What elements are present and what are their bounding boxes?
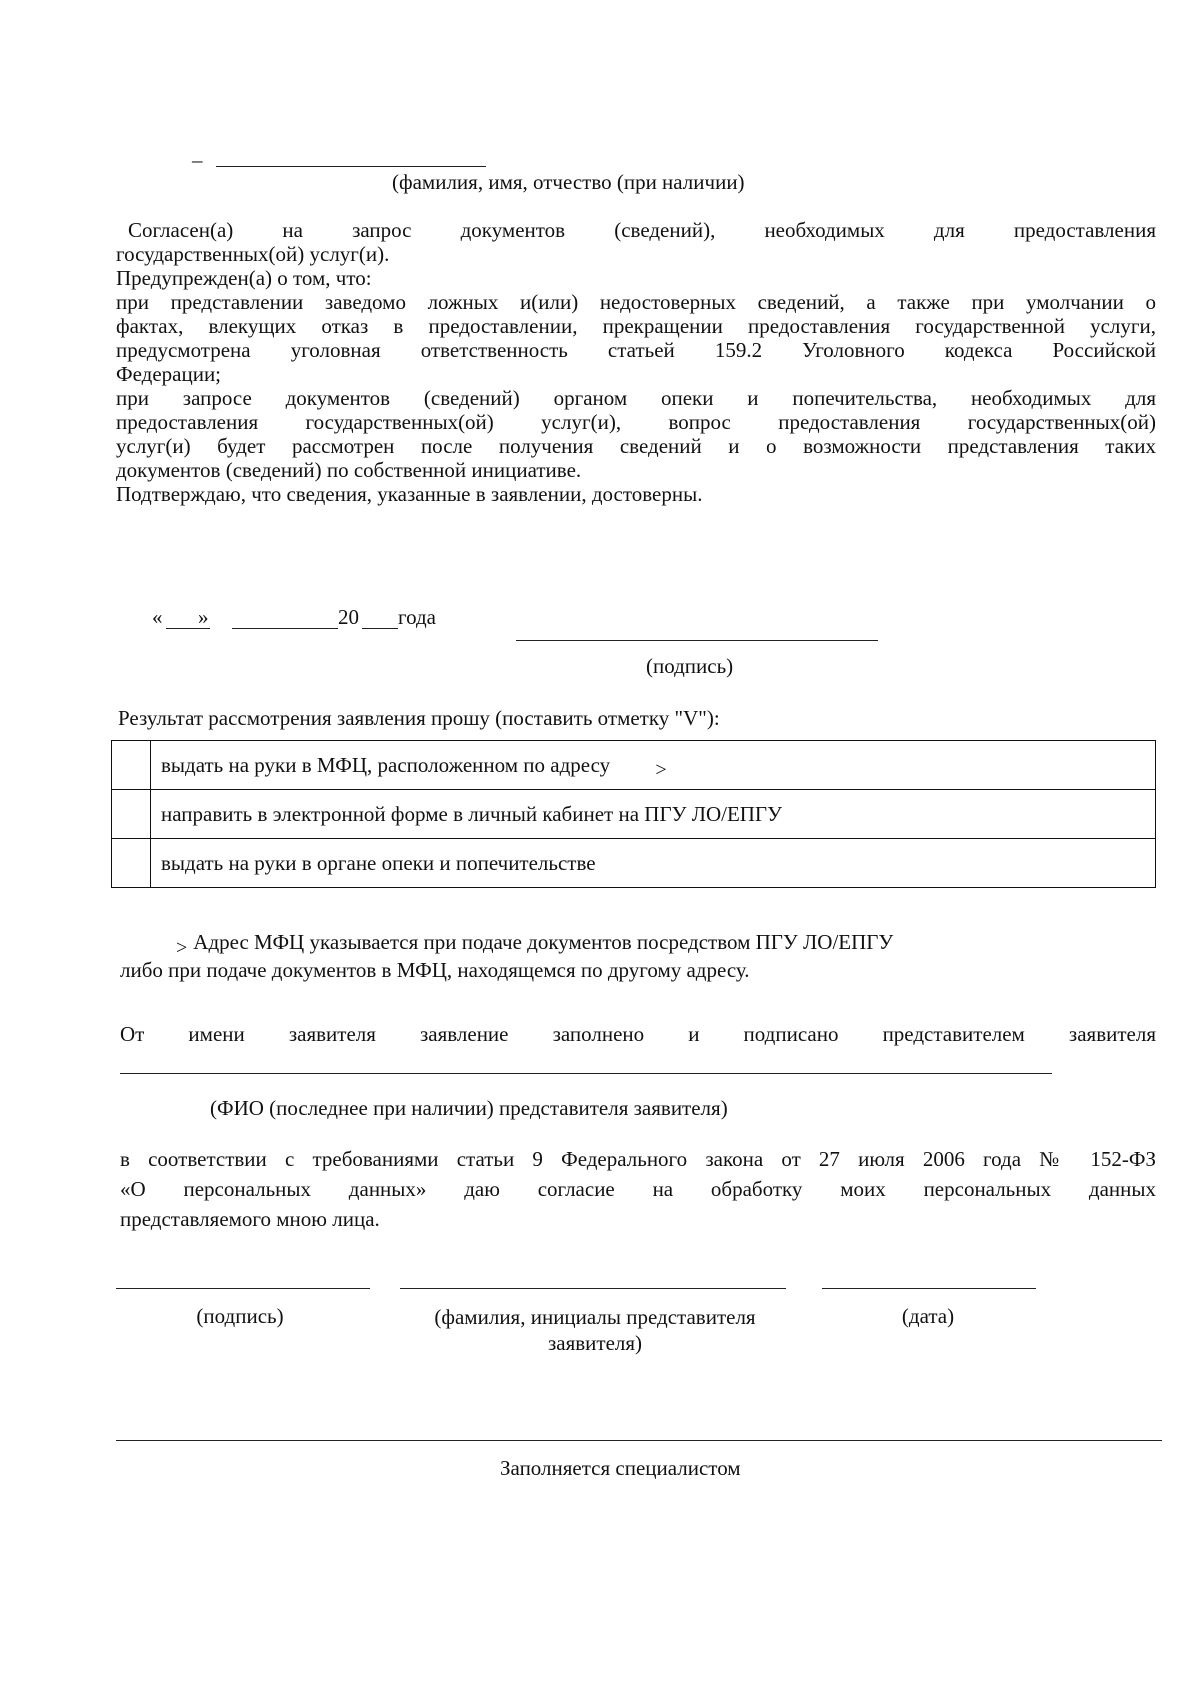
consent-line: Федерации; bbox=[116, 362, 222, 386]
personal-data-line: «О персональных данных» даю согласие на обработку моих персональных данных bbox=[120, 1177, 1156, 1201]
name-caption bbox=[390, 1304, 800, 1356]
footer-divider bbox=[116, 1440, 1162, 1441]
result-option-cell bbox=[151, 741, 1156, 790]
signature-underline bbox=[516, 640, 878, 641]
date-caption: (дата) bbox=[901, 1304, 955, 1328]
consent-line: фактах, влекущих отказ в предоставлении, прекращении предоставления государственной услуги, bbox=[116, 314, 1156, 338]
consent-line: при запросе документов (сведений) органом опеки и попечительства, необходимых для bbox=[116, 386, 1156, 410]
consent-line: предоставления государственных(ой) услуг(и), вопрос предоставления государственных(ой) bbox=[116, 410, 1156, 434]
result-option-label: направить в электронной форме в личный кабинет на ПГУ ЛО/ЕПГУ bbox=[161, 801, 782, 826]
fio-caption: (фамилия, имя, отчество (при наличии) bbox=[392, 170, 745, 194]
result-option-label: выдать на руки в МФЦ, расположенном по адресу bbox=[161, 752, 611, 777]
footnote-line-2: либо при подаче документов в МФЦ, находящемся по другому адресу. bbox=[120, 958, 750, 982]
result-option-checkbox[interactable] bbox=[112, 839, 151, 888]
personal-data-line: представляемого мною лица. bbox=[120, 1207, 380, 1231]
consent-line: предусмотрена уголовная ответственность статьей 159.2 Уголовного кодекса Российской bbox=[116, 338, 1156, 362]
date-month-underline bbox=[232, 628, 338, 629]
result-option-cell bbox=[151, 839, 1156, 888]
date-year-underline bbox=[362, 628, 398, 629]
representative-line: От имени заявителя заявление заполнено и подписано представителем заявителя bbox=[120, 1022, 1156, 1046]
signature-caption: (подпись) bbox=[646, 654, 734, 678]
result-option-cell bbox=[151, 790, 1156, 839]
personal-data-paragraph bbox=[120, 1144, 1156, 1234]
signature-line bbox=[116, 1288, 370, 1289]
fio-underline bbox=[216, 166, 486, 167]
header-dash: – bbox=[192, 148, 203, 172]
result-option-label: выдать на руки в органе опеки и попечительстве bbox=[161, 850, 596, 875]
date-year-suffix: года bbox=[398, 605, 436, 629]
consent-line: Подтверждаю, что сведения, указанные в заявлении, достоверны. bbox=[116, 482, 703, 506]
signature-caption-bottom: (подпись) bbox=[196, 1304, 284, 1328]
consent-line: при представлении заведомо ложных и(или) недостоверных сведений, а также при умолчании о bbox=[116, 290, 1156, 314]
footnote-text: Адрес МФЦ указывается при подаче документов посредством ПГУ ЛО/ЕПГУ bbox=[193, 930, 894, 954]
result-option-row bbox=[112, 741, 1156, 790]
result-option-checkbox[interactable] bbox=[112, 741, 151, 790]
footnote-marker: > bbox=[655, 758, 667, 781]
result-options-table bbox=[111, 740, 1156, 888]
date-close-quote: » bbox=[198, 605, 209, 629]
consent-paragraph bbox=[116, 218, 1156, 506]
consent-line: Согласен(а) на запрос документов (сведений), необходимых для предоставления bbox=[128, 218, 1156, 242]
consent-line: документов (сведений) по собственной инициативе. bbox=[116, 458, 582, 482]
consent-line: Предупрежден(а) о том, что: bbox=[116, 266, 372, 290]
footnote-marker: > bbox=[176, 937, 188, 959]
specialist-caption: Заполняется специалистом bbox=[500, 1456, 741, 1480]
representative-underline bbox=[120, 1073, 1052, 1074]
date-year-prefix: 20 bbox=[338, 605, 359, 629]
personal-data-line: в соответствии с требованиями статьи 9 Федерального закона от 27 июля 2006 года № 152-ФЗ bbox=[120, 1147, 1156, 1171]
consent-line: услуг(и) будет рассмотрен после получения сведений и о возможности представления таких bbox=[116, 434, 1156, 458]
result-option-row bbox=[112, 839, 1156, 888]
result-option-row bbox=[112, 790, 1156, 839]
name-caption-line-2: заявителя) bbox=[547, 1331, 643, 1355]
date-open-quote: « bbox=[152, 605, 163, 629]
name-caption-line-1: (фамилия, инициалы представителя bbox=[434, 1305, 756, 1329]
representative-caption: (ФИО (последнее при наличии) представителя заявителя) bbox=[210, 1096, 728, 1120]
result-option-checkbox[interactable] bbox=[112, 790, 151, 839]
name-line bbox=[400, 1288, 786, 1289]
footnote-line-1 bbox=[176, 930, 894, 959]
consent-line: государственных(ой) услуг(и). bbox=[116, 242, 390, 266]
date-line bbox=[822, 1288, 1036, 1289]
result-prompt: Результат рассмотрения заявления прошу (поставить отметку "V"): bbox=[118, 706, 720, 730]
